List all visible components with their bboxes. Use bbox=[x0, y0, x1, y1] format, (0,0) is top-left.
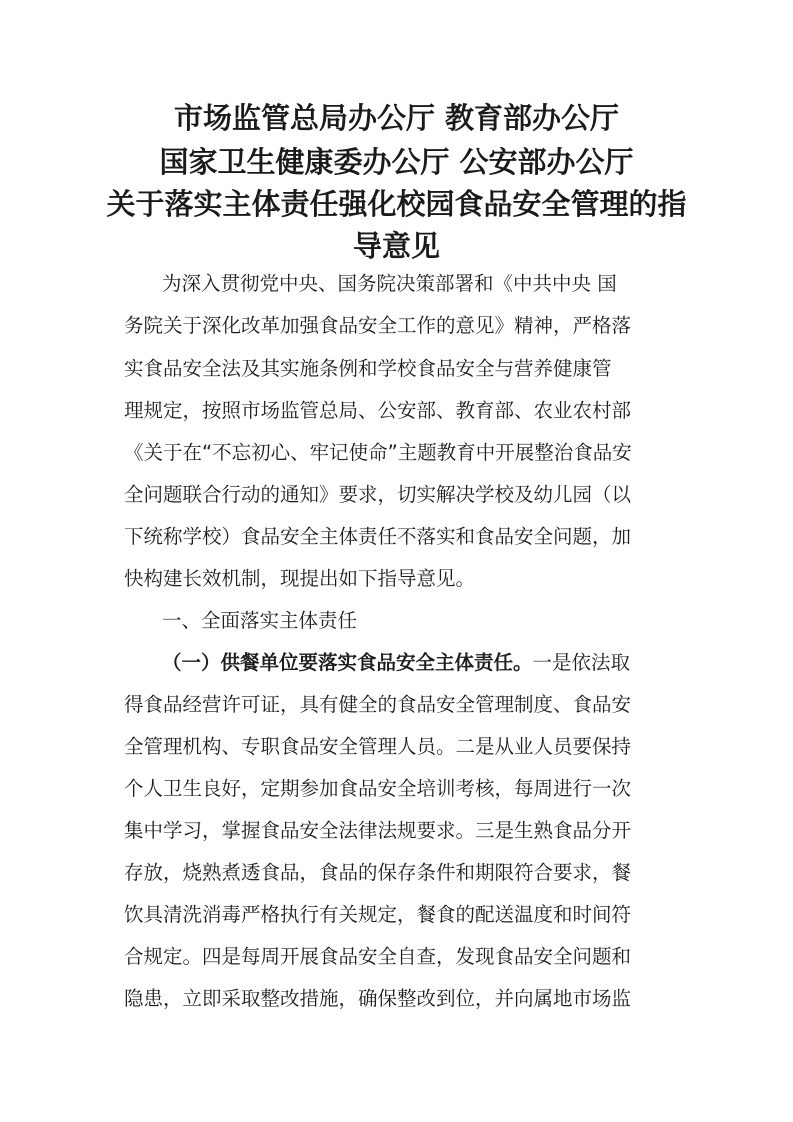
subsection-paragraph-line: 隐患，立即采取整改措施，确保整改到位，并向属地市场监 bbox=[124, 987, 632, 1010]
subsection-paragraph-line: 得食品经营许可证，具有健全的食品安全管理制度、食品安 bbox=[124, 693, 632, 716]
document-title-line-2: 国家卫生健康委办公厅 公安部办公厅 bbox=[159, 145, 634, 179]
subsection-heading: （一）供餐单位要落实食品安全主体责任。 bbox=[162, 651, 533, 674]
intro-paragraph-line: 理规定，按照市场监管总局、公安部、教育部、农业农村部 bbox=[124, 399, 632, 422]
intro-paragraph-line: 实食品安全法及其实施条例和学校食品安全与营养健康管 bbox=[124, 357, 612, 380]
subsection-paragraph-line: 合规定。四是每周开展食品安全自查，发现食品安全问题和 bbox=[124, 945, 632, 968]
subsection-first-line bbox=[162, 649, 722, 677]
intro-paragraph-line: 《关于在“不忘初心、牢记使命”主题教育中开展整治食品安 bbox=[124, 441, 632, 464]
subsection-first-line-text: 一是依法取 bbox=[532, 651, 631, 674]
subsection-paragraph-line: 饮具清洗消毒严格执行有关规定，餐食的配送温度和时间符 bbox=[124, 903, 632, 926]
document-title-line-4: 导意见 bbox=[352, 229, 440, 263]
subsection-paragraph-line: 个人卫生良好，定期参加食品安全培训考核，每周进行一次 bbox=[124, 777, 632, 800]
document-title-line-3: 关于落实主体责任强化校园食品安全管理的指 bbox=[106, 187, 687, 221]
intro-paragraph-line: 快构建长效机制，现提出如下指导意见。 bbox=[124, 567, 476, 590]
section-heading: 一、全面落实主体责任 bbox=[162, 609, 358, 632]
intro-paragraph-line: 全问题联合行动的通知》要求，切实解决学校及幼儿园（以 bbox=[124, 483, 632, 506]
intro-paragraph-line: 为深入贯彻党中央、国务院决策部署和《中共中央 国 bbox=[162, 272, 617, 295]
document-title-line-1: 市场监管总局办公厅 教育部办公厅 bbox=[173, 101, 620, 135]
intro-paragraph-line: 务院关于深化改革加强食品安全工作的意见》精神，严格落 bbox=[124, 314, 632, 337]
intro-paragraph-line: 下统称学校）食品安全主体责任不落实和食品安全问题，加 bbox=[124, 525, 632, 548]
subsection-paragraph-line: 集中学习，掌握食品安全法律法规要求。三是生熟食品分开 bbox=[124, 819, 632, 842]
subsection-paragraph-line: 存放，烧熟煮透食品，食品的保存条件和期限符合要求，餐 bbox=[124, 861, 632, 884]
subsection-paragraph-line: 全管理机构、专职食品安全管理人员。二是从业人员要保持 bbox=[124, 735, 632, 758]
